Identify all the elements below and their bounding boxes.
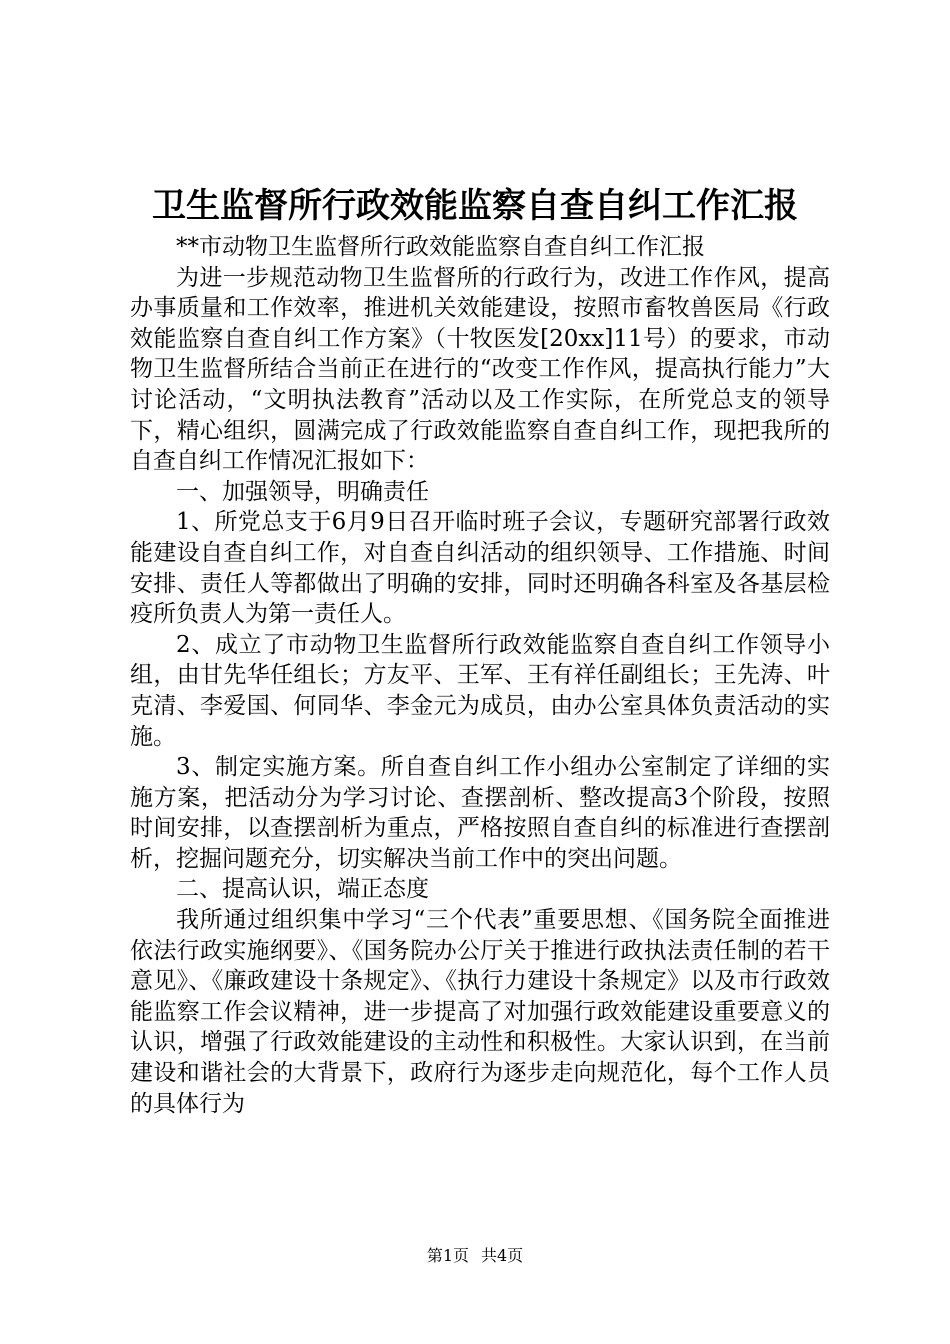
document-title: 卫生监督所行政效能监察自查自纠工作汇报 (152, 186, 798, 226)
page-number: 第1页 (426, 1246, 469, 1265)
paragraph-subtitle: **市动物卫生监督所行政效能监察自查自纠工作汇报 (176, 234, 705, 260)
section-heading-1: 一、加强领导，明确责任 (176, 478, 429, 505)
paragraph-item-1: 1、所党总支于6月9日召开临时班子会议，专题研究部署行政效能建设自查自纠工作，对自查自纠活动的组织领导、工作措施、时间安排、责任人等都做出了明确的安排，同时还明确各科室及各基层检疫所负责人为第一责任人。 (130, 509, 830, 628)
page-total: 共4页 (481, 1246, 524, 1265)
paragraph-intro: 为进一步规范动物卫生监督所的行政行为，改进工作作风，提高办事质量和工作效率，推进机关效能建设，按照市畜牧兽医局《行政效能监察自查自纠工作方案》（十牧医发[20xx]11号）的要求，市动物卫生监督所结合当前正在进行的“改变工作作风，提高执行能力”大讨论活动，“文明执法教育”活动以及工作实际，在所党总支的领导下，精心组织，圆满完成了行政效能监察自查自纠工作，现把我所的自查自纠工作情况汇报如下： (130, 264, 830, 475)
section-heading-2: 二、提高认识，端正态度 (176, 876, 429, 903)
paragraph-item-2: 2、成立了市动物卫生监督所行政效能监察自查自纠工作领导小组，由甘先华任组长；方友平、王军、王有祥任副组长；王先涛、叶克清、李爱国、何同华、李金元为成员，由办公室具体负责活动的实施。 (130, 631, 830, 750)
paragraph-item-3: 3、制定实施方案。所自查自纠工作小组办公室制定了详细的实施方案，把活动分为学习讨论、查摆剖析、整改提高3个阶段，按照时间安排，以查摆剖析为重点，严格按照自查自纠的标准进行查摆剖析，挖掘问题充分，切实解决当前工作中的突出问题。 (130, 754, 830, 872)
page-footer (0, 1245, 950, 1267)
document-body (130, 232, 830, 1119)
paragraph-study: 我所通过组织集中学习“三个代表”重要思想、《国务院全面推进依法行政实施纲要》、《国务院办公厅关于推进行政执法责任制的若干意见》、《廉政建设十条规定》、《执行力建设十条规定》以及市行政效能监察工作会议精神，进一步提高了对加强行政效能建设重要意义的认识，增强了行政效能建设的主动性和积极性。大家认识到，在当前建设和谐社会的大背景下，政府行为逐步走向规范化，每个工作人员的具体行为 (130, 907, 830, 1117)
